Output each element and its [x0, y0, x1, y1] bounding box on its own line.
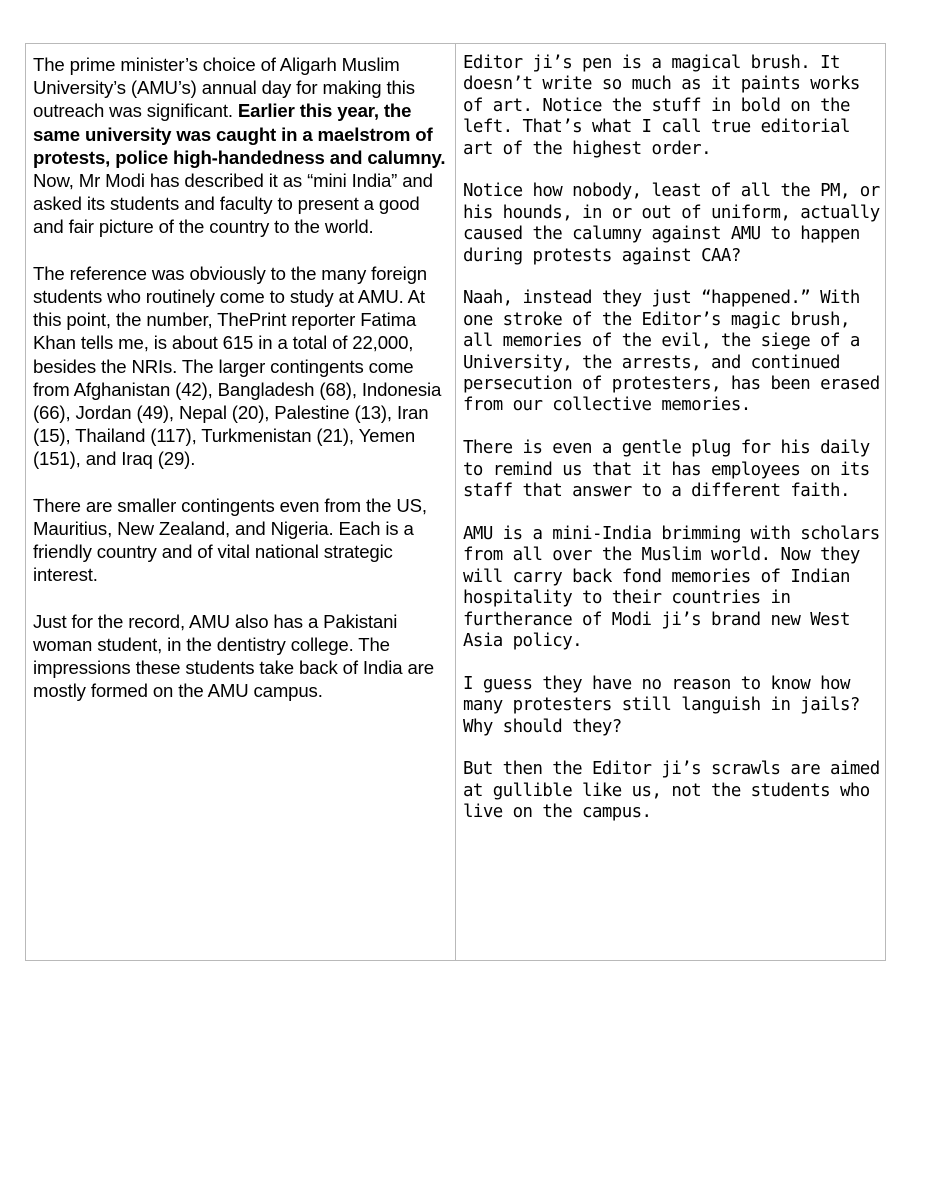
right-column-commentary: [456, 44, 885, 960]
document-table: [25, 43, 886, 961]
article-paragraph-1: [33, 53, 451, 239]
article-paragraph-1-bold-passage: Earlier this year, the same university was caught in a maelstrom of protests, police high-handedness and calumny.: [33, 100, 446, 168]
article-paragraph-3: There are smaller contingents even from the US, Mauritius, New Zealand, and Nigeria. Each is a friendly country and of vital national strategic interest.: [33, 494, 427, 586]
commentary-paragraph-6: I guess they have no reason to know how many protesters still languish in jails? Why should they?: [463, 673, 860, 737]
article-paragraph-4: Just for the record, AMU also has a Pakistani woman student, in the dentistry college. The impressions these students take back of India are mostly formed on the AMU campus.: [33, 610, 434, 702]
commentary-paragraph-7: But then the Editor ji’s scrawls are aimed at gullible like us, not the students who live on the campus.: [463, 759, 880, 823]
article-paragraph-1-intro: The prime minister’s choice of Aligarh Muslim University’s (AMU’s) annual day for making this outreach was significant.: [33, 54, 415, 122]
left-column-quoted-article: [26, 44, 456, 960]
article-paragraph-1-rest: Now, Mr Modi has described it as “mini India” and asked its students and faculty to present a good and fair picture of the country to the world.: [33, 170, 433, 238]
commentary-paragraph-5: AMU is a mini-India brimming with scholars from all over the Muslim world. Now they will carry back fond memories of Indian hospitality to their countries in furtherance of Modi ji’s brand new West Asia policy.: [463, 523, 880, 651]
commentary-paragraph-1: Editor ji’s pen is a magical brush. It doesn’t write so much as it paints works of art. Notice the stuff in bold on the left. That’s what I call true editorial art of the highest order.: [463, 53, 860, 159]
commentary-paragraph-4: There is even a gentle plug for his daily to remind us that it has employees on its staff that answer to a different faith.: [463, 438, 870, 502]
article-paragraph-2: The reference was obviously to the many foreign students who routinely come to study at AMU. At this point, the number, ThePrint reporter Fatima Khan tells me, is about 615 in a total of 22,000, besides the NRIs. The larger contingents come from Afghanistan (42), Bangladesh (68), Indonesia (66), Jordan (49), Nepal (20), Palestine (13), Iran (15), Thailand (117), Turkmenistan (21), Yemen (151), and Iraq (29).: [33, 262, 442, 470]
commentary-paragraph-2: Notice how nobody, least of all the PM, or his hounds, in or out of uniform, actually caused the calumny against AMU to happen during protests against CAA?: [463, 181, 880, 266]
commentary-paragraph-3: Naah, instead they just “happened.” With one stroke of the Editor’s magic brush, all memories of the evil, the siege of a University, the arrests, and continued persecution of protesters, has been erased from our collective memories.: [463, 288, 880, 416]
